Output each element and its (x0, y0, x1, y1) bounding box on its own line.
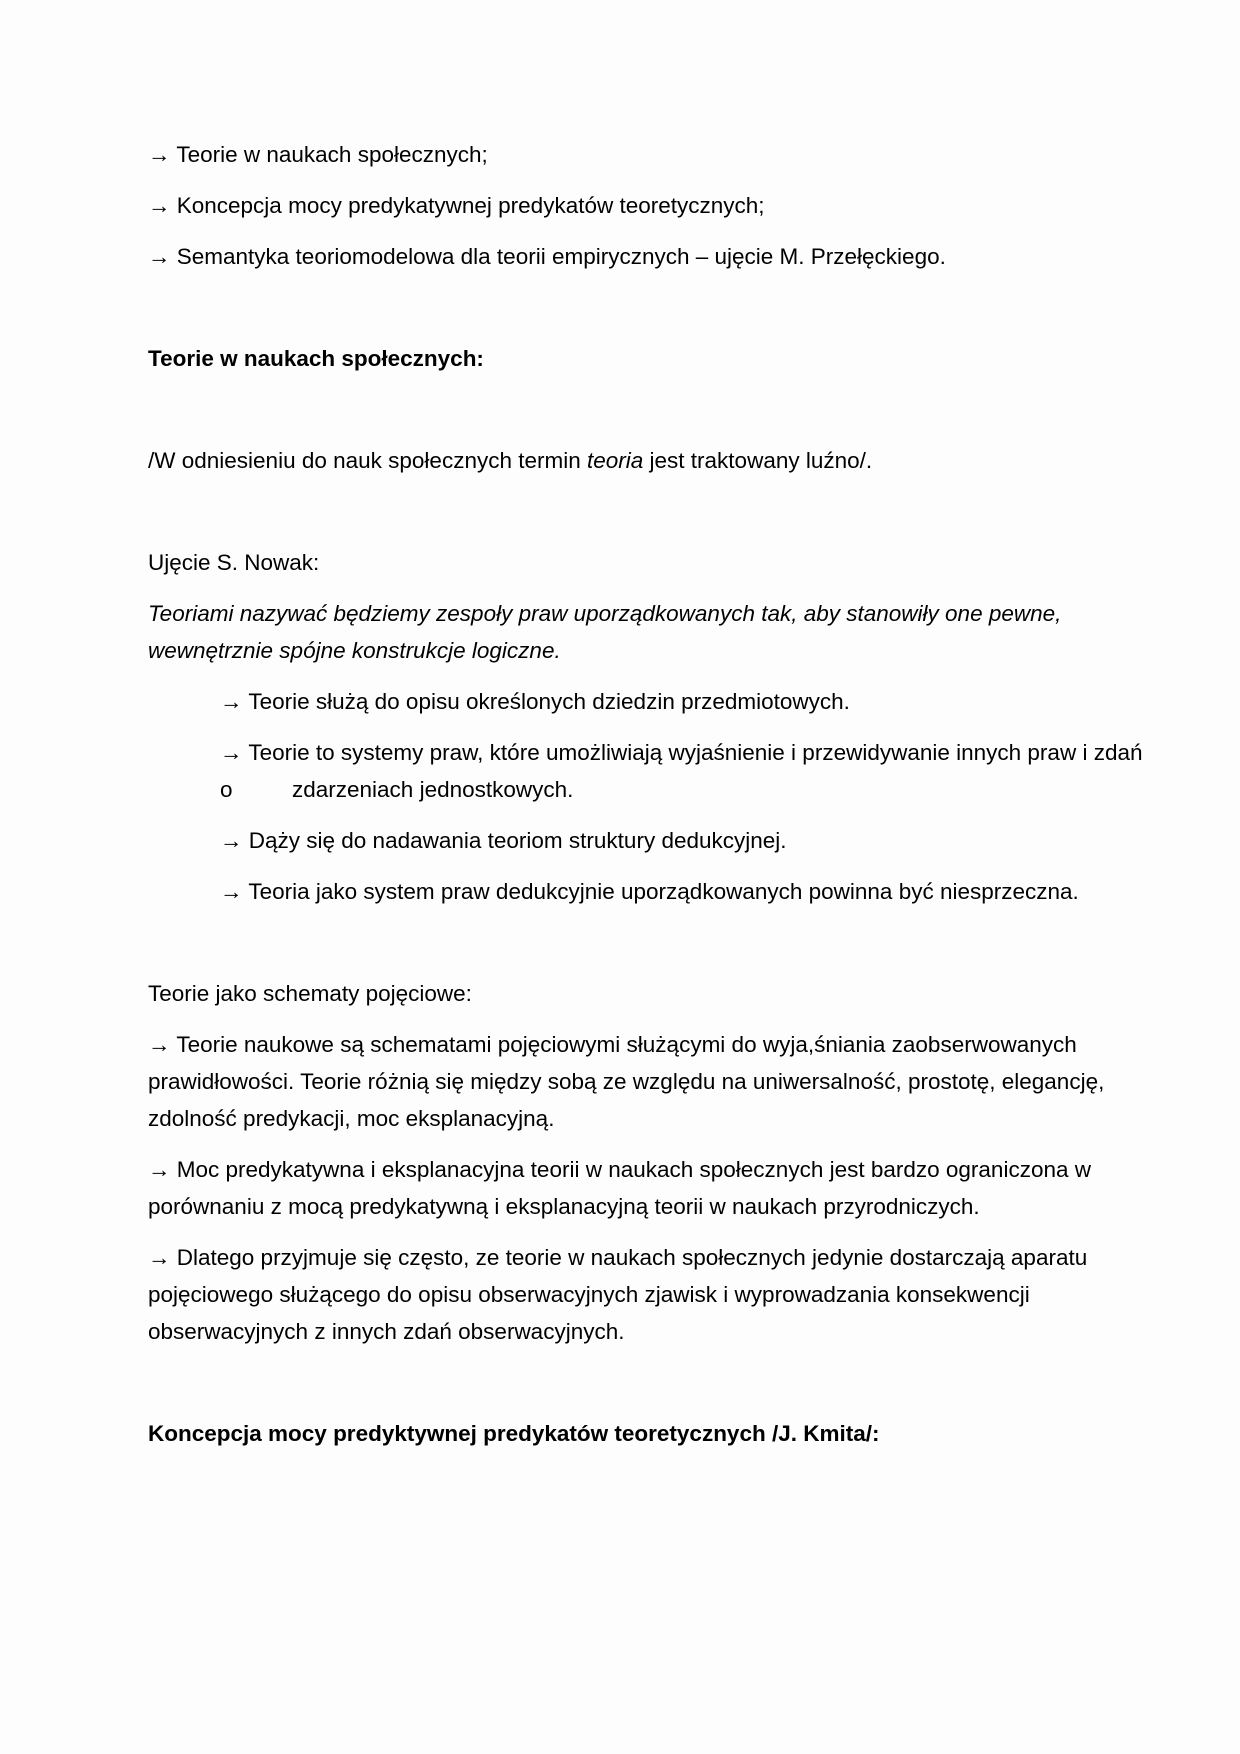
text-line (148, 683, 1120, 720)
text-line (148, 1239, 1120, 1276)
paragraph-spacer (148, 1364, 1120, 1415)
text-line (148, 1063, 1120, 1100)
text-line (148, 632, 1120, 669)
text-run: Teoriami nazywać będziemy zespoły praw uporządkowanych tak, aby stanowiły one pewne, (148, 601, 1062, 626)
text-run: → Teoria jako system praw dedukcyjnie uporządkowanych powinna być niesprzeczna. (220, 879, 1079, 904)
paragraph (148, 975, 1120, 1012)
text-line (148, 442, 1120, 479)
paragraph (148, 1239, 1120, 1350)
text-run: → Koncepcja mocy predykatywnej predykatów teoretycznych; (148, 193, 765, 218)
text-line (148, 873, 1120, 910)
text-line (148, 340, 1120, 377)
text-run: zdolność predykacji, moc eksplanacyjną. (148, 1106, 555, 1131)
text-run: Ujęcie S. Nowak: (148, 550, 320, 575)
text-line (148, 1188, 1120, 1225)
text-line (148, 975, 1120, 1012)
paragraph (148, 442, 1120, 479)
paragraph (148, 683, 1120, 720)
paragraph (148, 544, 1120, 581)
wrapped-word: o (220, 777, 233, 802)
text-run: → Dlatego przyjmuje się często, ze teorie w naukach społecznych jedynie dostarczają aparatu (148, 1245, 1088, 1270)
paragraph-spacer (148, 391, 1120, 442)
paragraph (148, 136, 1120, 173)
paragraph (148, 1151, 1120, 1225)
text-run: Koncepcja mocy predyktywnej predykatów teoretycznych /J. Kmita/: (148, 1421, 880, 1446)
text-line (148, 1276, 1120, 1313)
text-line (148, 1313, 1120, 1350)
text-run: porównaniu z mocą predykatywną i eksplanacyjną teorii w naukach przyrodniczych. (148, 1194, 980, 1219)
text-run: Teorie w naukach społecznych: (148, 346, 484, 371)
text-line (148, 136, 1120, 173)
text-run: → Teorie naukowe są schematami pojęciowymi służącymi do wyja,śniania zaobserwowanych (148, 1032, 1077, 1057)
paragraph (148, 1026, 1120, 1137)
paragraph (148, 873, 1120, 910)
text-run: → Dąży się do nadawania teoriom struktury dedukcyjnej. (220, 828, 787, 853)
text-line (148, 187, 1120, 224)
text-run: → Semantyka teoriomodelowa dla teorii empirycznych – ujęcie M. Przełęckiego. (148, 244, 946, 269)
text-line (148, 822, 1120, 859)
paragraph-spacer (148, 493, 1120, 544)
text-line (148, 734, 1143, 771)
text-run: wewnętrznie spójne konstrukcje logiczne. (148, 638, 561, 663)
text-run: teoria (586, 448, 644, 473)
text-run: → Teorie w naukach społecznych; (148, 142, 488, 167)
text-line (148, 1415, 1120, 1452)
paragraph (148, 238, 1120, 275)
text-line (148, 544, 1120, 581)
section-heading (148, 340, 1120, 377)
paragraph (148, 822, 1120, 859)
text-line (148, 1026, 1120, 1063)
text-run: → Teorie służą do opisu określonych dziedzin przedmiotowych. (220, 689, 850, 714)
section-heading (148, 1415, 1120, 1452)
text-run: zdarzeniach jednostkowych. (292, 777, 574, 802)
text-line (148, 238, 1120, 275)
text-line (148, 1151, 1120, 1188)
text-run: Teorie jako schematy pojęciowe: (148, 981, 472, 1006)
text-line (148, 771, 1120, 808)
text-run: pojęciowego służącego do opisu obserwacyjnych zjawisk i wyprowadzania konsekwencji (148, 1282, 1030, 1307)
text-run: obserwacyjnych z innych zdań obserwacyjnych. (148, 1319, 625, 1344)
text-line (148, 1100, 1120, 1137)
paragraph-spacer (148, 924, 1120, 975)
text-line (148, 595, 1120, 632)
text-run: prawidłowości. Teorie różnią się między sobą ze względu na uniwersalność, prostotę, elegancję, (148, 1069, 1105, 1094)
paragraph (148, 187, 1120, 224)
text-run: /W odniesieniu do nauk społecznych termin (148, 448, 587, 473)
paragraph (148, 595, 1120, 669)
paragraph (148, 734, 1143, 808)
text-run: → Teorie to systemy praw, które umożliwiają wyjaśnienie i przewidywanie innych praw i zdań (220, 740, 1143, 765)
text-run: jest traktowany luźno/. (643, 448, 873, 473)
text-run: → Moc predykatywna i eksplanacyjna teorii w naukach społecznych jest bardzo ograniczona w (148, 1157, 1091, 1182)
paragraph-spacer (148, 289, 1120, 340)
